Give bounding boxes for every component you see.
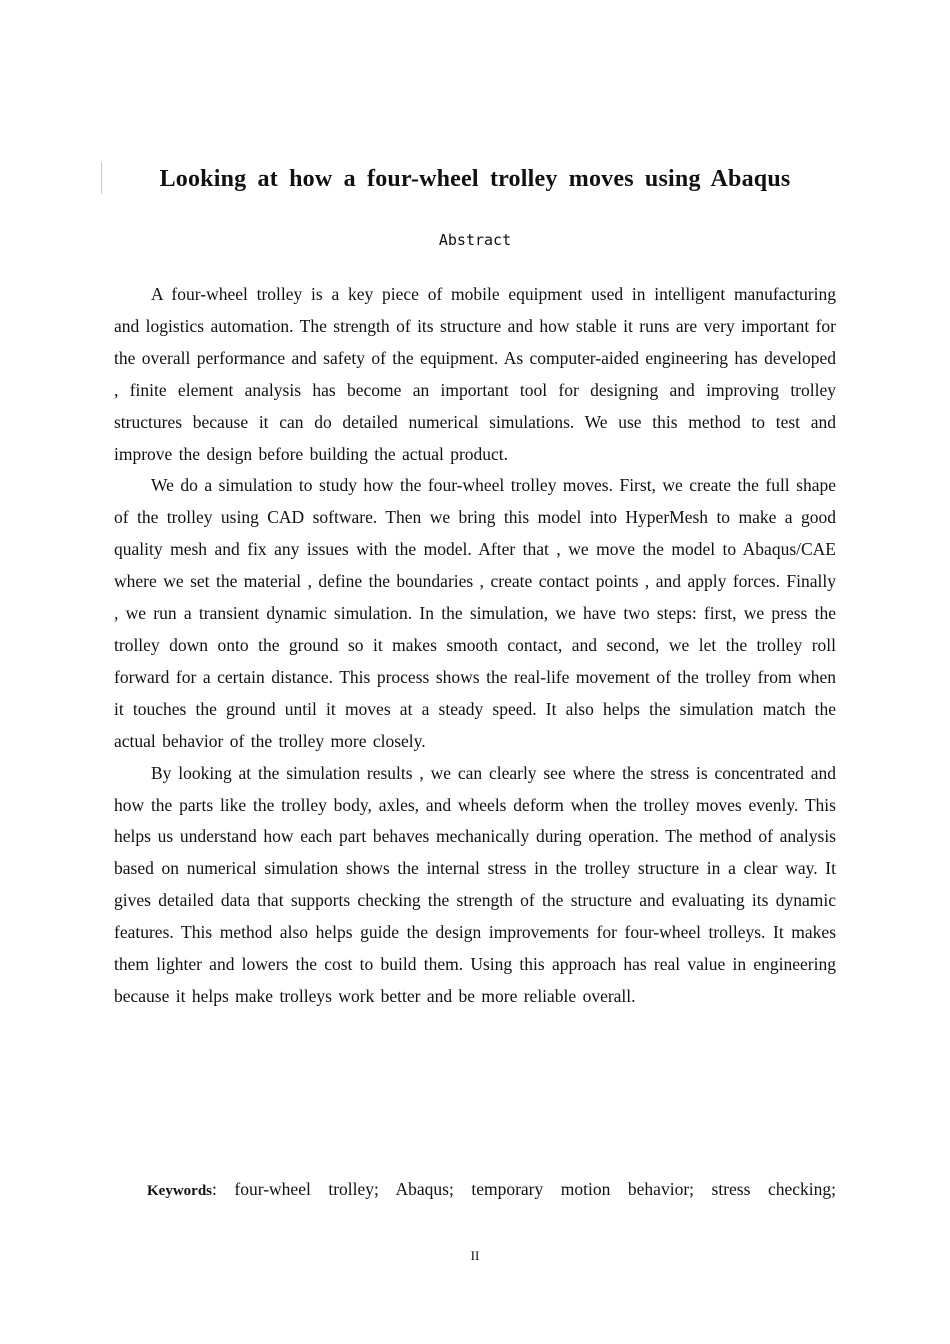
keywords-label: Keywords [147,1183,212,1199]
keywords-text: : four-wheel trolley; Abaqus; temporary motion behavior; stress checking; [212,1179,836,1199]
document-title: Looking at how a four-wheel trolley moves using Abaqus [159,166,791,192]
abstract-heading: Abstract [438,231,512,249]
abstract-paragraph-2: We do a simulation to study how the four-wheel trolley moves. First, we create the full shape of the trolley using CAD software. Then we bring this model into HyperMesh to make a good quality mesh and fix any issues with the model. After that , we move the model to Abaqus/CAE where we set the material , define the boundaries , create contact points , and apply forces. Finally , we run a transient dynamic simulation. In the simulation, we have two steps: first, we press the trolley down onto the ground so it makes smooth contact, and second, we let the trolley roll forward for a certain distance. This process shows the real-life movement of the trolley from when it touches the ground until it moves at a steady speed. It also helps the simulation match the actual behavior of the trolley more closely. [114,475,836,751]
keywords-line [147,1175,836,1205]
abstract-body [114,279,836,1013]
abstract-paragraph-1: A four-wheel trolley is a key piece of mobile equipment used in intelligent manufacturing and logistics automation. The strength of its structure and how stable it runs are very important for the overall performance and safety of the equipment. As computer-aided engineering has developed , finite element analysis has become an important tool for designing and improving trolley structures because it can do detailed numerical simulations. We use this method to test and improve the design before building the actual product. [114,284,836,464]
abstract-paragraph-3: By looking at the simulation results , we can clearly see where the stress is concentrated and how the parts like the trolley body, axles, and wheels deform when the trolley moves evenly. This helps us understand how each part behaves mechanically during operation. The method of analysis based on numerical simulation shows the internal stress in the trolley structure in a clear way. It gives detailed data that supports checking the strength of the structure and evaluating its dynamic features. This method also helps guide the design improvements for four-wheel trolleys. It makes them lighter and lowers the cost to build them. Using this approach has real value in engineering because it helps make trolleys work better and be more reliable overall. [114,762,836,1006]
page-number: II [470,1248,480,1263]
